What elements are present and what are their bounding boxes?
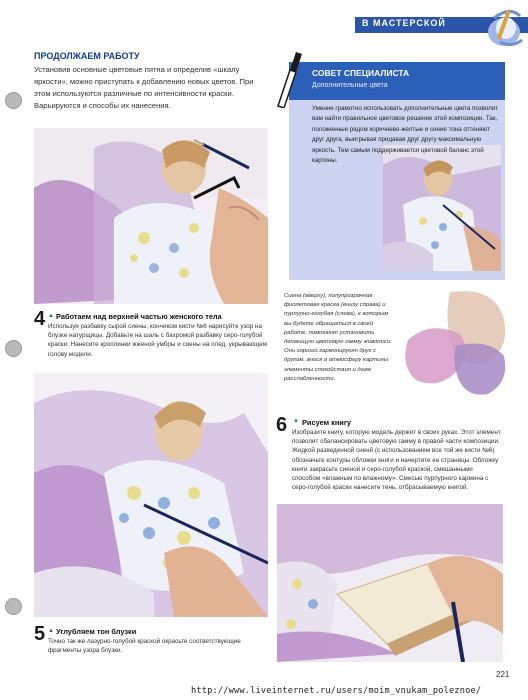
pen-icon xyxy=(276,48,306,108)
step-title: Рисуем книгу xyxy=(302,418,352,427)
tip-text: Умение грамотно использовать дополнительные цвета позволит вам найти правильное цветовое решение этой композиции. Так, положенные рядом коричнево-желтые и синие тона оттеняют друг друга, выигрывая придавая друг другу максимальную яркость. Тем самым поддерживается цветовой баланс этой картины. xyxy=(312,105,498,165)
step-title: Углубляем тон блузки xyxy=(56,627,137,636)
punch-hole xyxy=(5,340,22,357)
step-text: Используя разбавку сырой сиены, кончиком кисти №6 нарисуйте узор на блузке натурщицы. Добавьте на шаль с бахромой разбавку серо-голубой краски. Нанесите кроплинки жженой умбры и сиены на плед, укрывающем голову модели. xyxy=(48,323,268,358)
source-url[interactable]: http://www.liveinternet.ru/users/moim_vnukam_poleznoe/ xyxy=(191,686,482,696)
section-title: ПРОДОЛЖАЕМ РАБОТУ xyxy=(34,51,140,61)
step-number: 4 xyxy=(34,308,46,330)
step-number: 5 xyxy=(34,623,46,645)
painting-photo-step5 xyxy=(34,373,268,617)
punch-hole xyxy=(5,598,22,615)
step-title: Работаем над верхней частью женского тела xyxy=(56,312,222,321)
step-text: Точно так же лазурно-голубой краской окрасьте соответствующие фрагменты узора блузки. xyxy=(48,638,241,655)
brush-logo-icon xyxy=(470,4,528,54)
color-swatch-caption: Сиена (вверху), полупрозрачная фиолетовая краска (внизу справа) и пурпурно-голубая (слева), к которым вы будете обращаться в своей работе, помогают установить делающую цветовую гамму живописи. Они хорошо гармонируют друг с другом, внося в атмосферу картины элементы спокойствия и даже расслабленности. xyxy=(284,293,392,382)
step-text: Изобразите книгу, которую модель держит в своих руках. Этот элемент позволит сбалансировать цветовую гамму в правой части композиции. Жидкой разведенной сиенй (с использованием все той же кисти №6) обозначьте контуры обложки книги и начертите ее страницы. Обложку книги закрасьте сиеной и серо-голубой краской, смешанными способом «влажным по влажному». Смесью пурпурного кармина с серо-голубой краски нанесите тень, отбрасываемую книгой. xyxy=(292,429,501,492)
triangle-icon: ▲ xyxy=(48,313,54,319)
painting-photo-step4 xyxy=(34,128,268,304)
tip-title: СОВЕТ СПЕЦИАЛИСТА xyxy=(312,68,410,78)
section-header-label: В МАСТЕРСКОЙ xyxy=(362,18,446,28)
punch-hole xyxy=(5,92,22,109)
color-swatch-image xyxy=(400,290,510,398)
triangle-icon: ▼ xyxy=(293,419,299,425)
page-number: 221 xyxy=(496,670,510,679)
step-number: 6 xyxy=(276,414,288,436)
painting-photo-step6 xyxy=(277,504,503,662)
tip-subtitle: Дополнительные цвета xyxy=(312,82,388,89)
triangle-icon: ▲ xyxy=(48,628,54,634)
intro-paragraph: Установив основные цветовые пятна и определив «шкалу яркости», можно приступать к добавлению новых цветов. При этом используются различные по интенсивности краски. Варьируются и способы их нанесения. xyxy=(34,65,254,110)
